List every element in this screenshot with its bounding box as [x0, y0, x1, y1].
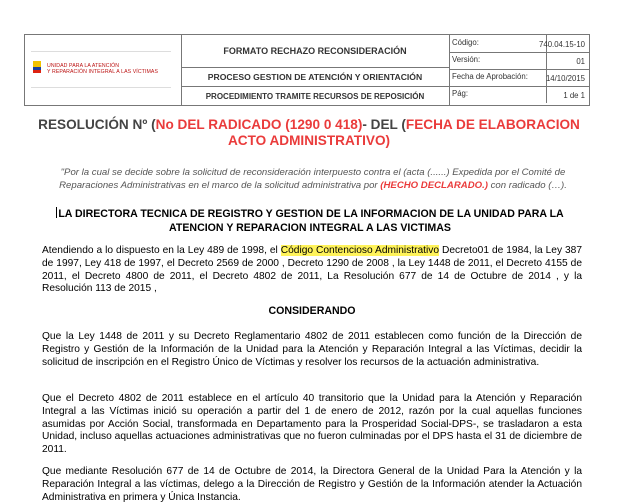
paragraph: Que el Decreto 4802 de 2011 establece en el artículo 40 transitorio que la Unidad para la Atención y Reparación Integral a las Víctimas inició su operación a partir del 1 de enero de 2012, razón por la cual aquellas funciones asumidas por Acción Social, transformada en Departamento para la Prosperidad Social-DPS-, se trasladaron a esta Unidad, incluso aquellas actuaciones administrativas que no fueron culminadas por el DPS hasta el 31 de diciembre de 2011.: [42, 393, 582, 456]
atendiendo-paragraph: Atendiendo a lo dispuesto en la Ley 489 de 1998, el Código Contencioso Administrativo Decreto01 de 1984, la Ley 387 de 1997, Ley 418 de 1997, el Decreto 2569 de 2000 , Decreto 1290 de 2008 , la Ley 1448 de 2011, el Decreto 4155 de 2011, el Decreto 4800 de 2011, el Decreto 4802 de 2011, La Resolución 677 de 14 de Octubre de 2014 , y la Resolución 113 de 2015 ,: [42, 245, 582, 295]
process-name: PROCESO GESTION DE ATENCIÓN Y ORIENTACIÓN: [181, 68, 449, 87]
resolution-intro: "Por la cual se decide sobre la solicitud de reconsideración interpuesto contra el (acta (......) Expedida por el Comité de Reparaciones Administrativas en el marco de la solicitud administrativa por (HECHO DECLARADO.) con radicado (…).: [59, 167, 567, 191]
colombia-flag-icon: [33, 61, 41, 73]
header-meta: [449, 35, 591, 105]
procedure-name: PROCEDIMIENTO TRAMITE RECURSOS DE REPOSICIÓN: [205, 92, 425, 101]
logo-text: UNIDAD PARA LA ATENCIÓN Y REPARACIÓN INTEGRAL A LAS VÍCTIMAS: [47, 63, 159, 75]
divider: [31, 87, 171, 88]
approval-date-row: Fecha de Aprobación: 14/10/2015: [449, 69, 589, 87]
paragraph: Que mediante Resolución 677 de 14 de Octubre de 2014, la Directora General de la Unidad Para la Atención y la Reparación Integral a las víctimas, delego a la Dirección de Registro y Gestión de la Información atender la Actuación Administrativa en primera y Única Instancia.: [42, 466, 582, 503]
version-row: Versión: 01: [449, 52, 589, 70]
header-title-cell: [181, 35, 450, 105]
highlighted-text: Código Contencioso Administrativo: [280, 245, 440, 256]
paragraph: Que la Ley 1448 de 2011 y su Decreto Reglamentario 4802 de 2011 establecen como función de la Dirección de Registro y Gestión de la Información de la Unidad para la Atención y Reparación Integral a las Víctimas, decidir la solicitud de inscripción en el Registro Único de Víctimas y resolver los recursos de la actuación administrativa.: [42, 331, 582, 368]
format-title: FORMATO RECHAZO RECONSIDERACIÓN: [181, 35, 449, 68]
considerando-heading: CONSIDERANDO: [268, 305, 356, 317]
document-header: [24, 34, 590, 106]
divider: [31, 51, 171, 52]
director-heading: LA DIRECTORA TECNICA DE REGISTRO Y GESTION DE LA INFORMACION DE LA UNIDAD PARA LA ATENCION Y REPARACION INTEGRAL A LAS VICTIMAS: [58, 208, 564, 234]
resolution-title: RESOLUCIÓN Nº (No DEL RADICADO (1290 0 418)- DEL (FECHA DE ELABORACION ACTO ADMINISTRATIVO): [38, 117, 580, 148]
code-row: Código: 740.04.15-10: [449, 35, 589, 53]
logo-cell: [25, 35, 182, 105]
page-row: Pág: 1 de 1: [449, 86, 589, 103]
